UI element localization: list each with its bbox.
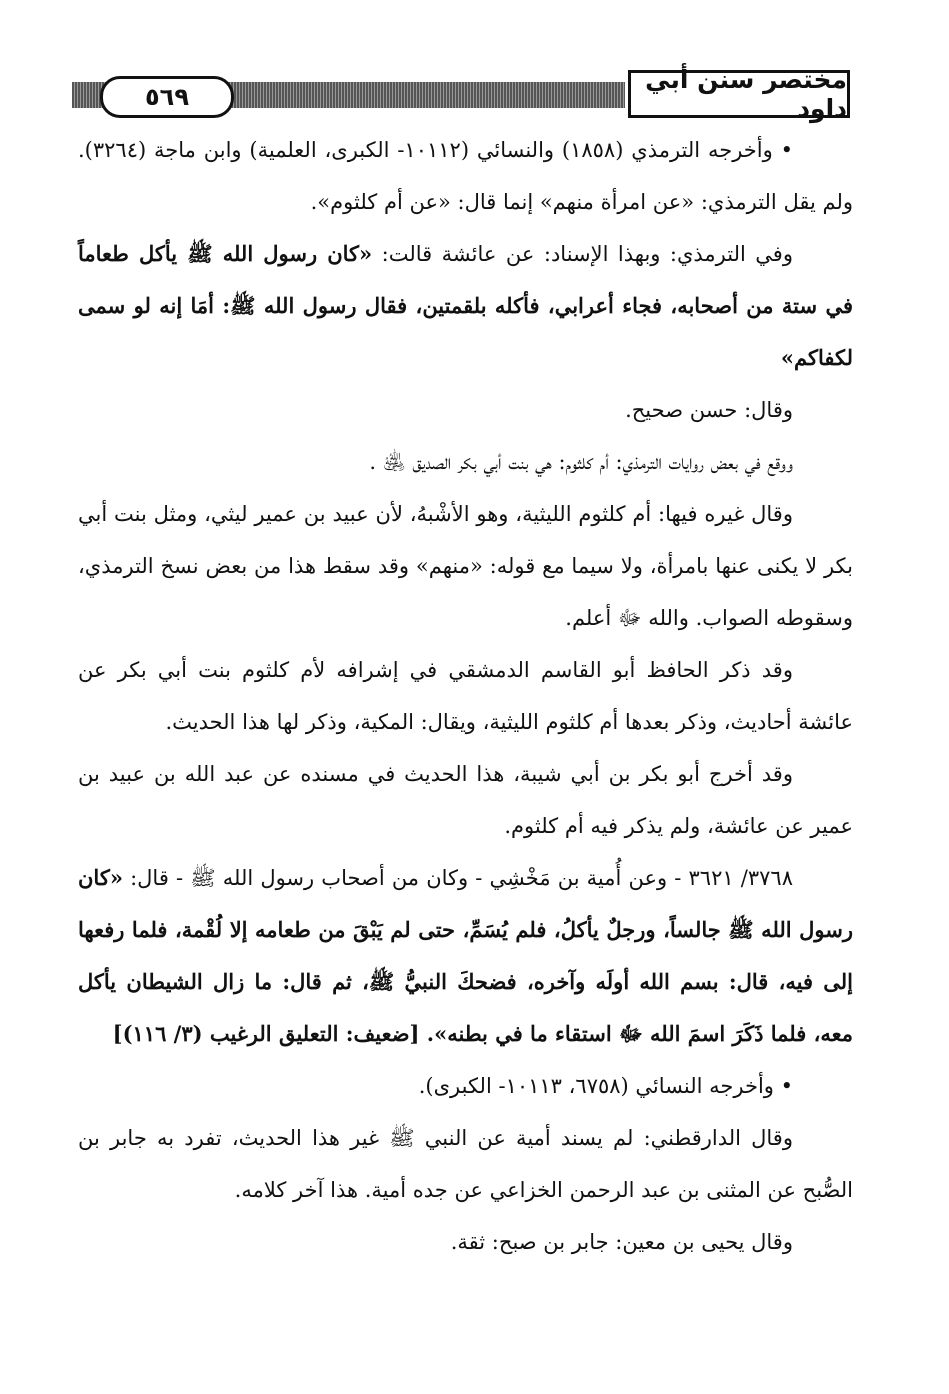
paragraph-other-opinion: وقال غيره فيها: أم كلثوم الليثية، وهو الأشْبهُ، لأن عبيد بن عمير ليثي، ومثل بنت أبي بكر لا يكنى عنها بامرأة، ولا سيما مع قوله: «منهم» وقد سقط هذا من بعض نسخ الترمذي، وسقوطه الصواب. والله ﷻ أعلم. bbox=[78, 502, 853, 630]
paragraph-hadith-3768 bbox=[78, 852, 853, 1060]
book-title: مختصر سنن أبي داود bbox=[628, 70, 850, 118]
paragraph-ibn-abi-shaybah: وقد أخرج أبو بكر بن أبي شيبة، هذا الحديث في مسنده عن عبد الله بن عبيد بن عمير عن عائشة، ولم يذكر فيه أم كلثوم. bbox=[78, 762, 853, 838]
paragraph-takhrij-nasai: • وأخرجه النسائي (٦٧٥٨، ١٠١١٣- الكبرى). bbox=[418, 1074, 793, 1098]
paragraph-takhrij-tirmidhi: • وأخرجه الترمذي (١٨٥٨) والنسائي (١٠١١٢- الكبرى، العلمية) وابن ماجة (٣٢٦٤). ولم يقل الترمذي: «عن امرأة منهم» إنما قال: «عن أم كلثوم». bbox=[78, 138, 853, 214]
hadith-quote: «كان رسول الله ﷺ جالساً، ورجلٌ يأكلُ، فلم يُسَمِّ، حتى لم يَبْقَ من طعامه إلا لُقْمة، فلما رفعها إلى فيه، قال: بسم الله أولَه وآخره، فضحكَ النبيُّ ﷺ، ثم قال: ما زال الشيطان يأكل معه، فلما ذَكَرَ اسمَ الله ﷻ استقاء ما في بطنه». [ضعيف: التعليق الرغيب (٣/ ١١٦)] bbox=[78, 865, 853, 1046]
paragraph-tirmidhi-hadith bbox=[78, 228, 853, 384]
paragraph-daraqutni: وقال الدارقطني: لم يسند أمية عن النبي ﷺ غير هذا الحديث، تفرد به جابر بن الصُّبح عن المثنى بن عبد الرحمن الخزاعي عن جده أمية. هذا آخر كلامه. bbox=[78, 1126, 853, 1202]
hadith-number-and-chain: ٣٧٦٨/ ٣٦٢١ - وعن أُمية بن مَخْشِي - وكان من أصحاب رسول الله ﷺ - قال: bbox=[122, 866, 793, 890]
paragraph-umm-kulthum: ووقع في بعض روايات الترمذي: أم كلثوم: هي بنت أبي بكر الصديق ﵁ . bbox=[369, 450, 793, 474]
paragraph-text: وفي الترمذي: وبهذا الإسناد: عن عائشة قالت: bbox=[372, 242, 793, 266]
paragraph-ibn-maeen: وقال يحيى بن معين: جابر بن صبح: ثقة. bbox=[450, 1230, 793, 1254]
paragraph-ibn-asakir: وقد ذكر الحافظ أبو القاسم الدمشقي في إشرافه لأم كلثوم بنت أبي بكر عن عائشة أحاديث، وذكر بعدها أم كلثوم الليثية، ويقال: المكية، وذكر لها هذا الحديث. bbox=[78, 658, 853, 734]
page-header bbox=[72, 65, 850, 124]
hadith-quote: «كان رسول الله ﷺ يأكل طعاماً في ستة من أصحابه، فجاء أعرابي، فأكله بلقمتين، فقال رسول الله ﷺ: أمَا إنه لو سمى لكفاكم» bbox=[78, 241, 853, 370]
page-body bbox=[78, 124, 853, 1268]
paragraph-grading: وقال: حسن صحيح. bbox=[625, 398, 793, 422]
page-number: ٥٦٩ bbox=[100, 76, 234, 118]
